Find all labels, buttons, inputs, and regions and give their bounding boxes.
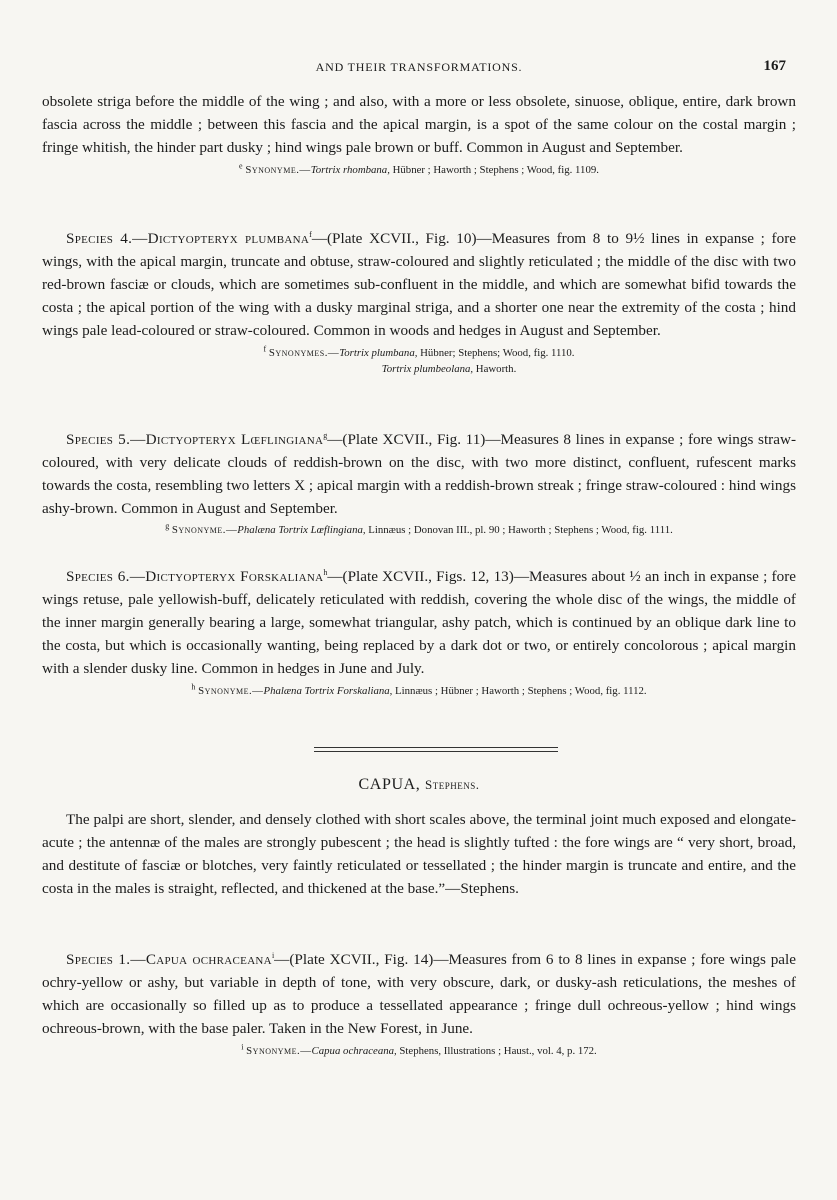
footnote-e: $^e$ Synonyme.—Tortrix rhombana, Hübner ; Haworth ; Stephens ; Wood, fig. 1109. [239, 161, 599, 176]
genus-name: CAPUA, [358, 776, 421, 793]
genus-heading [42, 776, 796, 794]
species-4-block [42, 227, 796, 377]
running-head [42, 58, 796, 78]
genus-author: Stephens. [424, 777, 480, 792]
species-5-heading: Species 5.—Dictyopteryx Lœflingiana [66, 431, 324, 448]
running-head-title: AND THEIR TRANSFORMATIONS. [315, 60, 523, 74]
capua-species-1-paragraph: Species 1.—Capua ochraceana$^i$—(Plate XCVII., Fig. 14)—Measures from 6 to 8 lines in expanse ; fore wings pale ochry-yellow or ashy, but variable in depth of tone, with very obscure, dark, or dusky-ash reticulations, the meshes of which are occasionally so filled up as to produce a tessellated appearance ; fringe dull ochreous-yellow ; hind wings ochreous-brown, with the base paler. Taken in the New Forest, in June. [42, 950, 796, 1037]
species-4-heading: Species 4.—Dictyopteryx plumbana [66, 230, 310, 247]
footnote-i: $^i$ Synonyme.—Capua ochraceana, Stephens, Illustrations ; Haust., vol. 4, p. 172. [241, 1042, 597, 1057]
species-6-block [42, 565, 796, 699]
footnote-g: $^g$ Synonyme.—Phalæna Tortrix Lœflingiana, Linnæus ; Donovan III., pl. 90 ; Haworth ; Stephens ; Wood, fig. 1111. [165, 521, 673, 536]
species-6-heading: Species 6.—Dictyopteryx Forskaliana [66, 568, 324, 585]
continuation-paragraph: obsolete striga before the middle of the wing ; and also, with a more or less obsolete, sinuose, oblique, entire, dark brown fascia across the middle ; between this fascia and the apical margin, is a spot of the same colour on the costal margin ; fringe whitish, the hinder part dusky ; hind wings pale brown or buff. Common in August and September. [42, 93, 796, 156]
species-6-paragraph: Species 6.—Dictyopteryx Forskaliana$^h$—(Plate XCVII., Figs. 12, 13)—Measures about ½ an inch in expanse ; fore wings retuse, pale yellowish-buff, delicately reticulated with reddish, covering the whole disc of the wings, the middle of the inner margin generally bearing a large, somewhat triangular, ashy patch, which is continued by an oblique dark line to the costa, but which is occasionally wanting, being replaced by a dark dot or two, or entirely concolorous ; apical margin with a slender dusky line. Common in hedges in June and July. [42, 567, 796, 677]
page-number: 167 [763, 58, 786, 74]
genus-description: The palpi are short, slender, and densely clothed with short scales above, the terminal joint much exposed and elongate-acute ; the antennæ of the males are strongly pubescent ; the head is slightly tufted : the fore wings are “ very short, broad, and destitute of fasciæ or blotches, very faintly reticulated or tessellated ; the hinder margin is truncate and entire, and the costa in the males is straight, reflected, and thickened at the base.”—Stephens. [42, 811, 796, 897]
species-5-block [42, 428, 796, 538]
section-rule-bottom [314, 751, 558, 752]
genus-description-block [42, 808, 796, 900]
footnote-h: $^h$ Synonyme.—Phalæna Tortrix Forskaliana, Linnæus ; Hübner ; Haworth ; Stephens ; Wood, fig. 1112. [191, 682, 647, 697]
footnote-f: $^f$ Synonymes.—Tortrix plumbana, Hübner; Stephens; Wood, fig. 1110. Tortrix plumbeolana, Haworth. [263, 344, 575, 375]
section-rule-top [314, 747, 558, 748]
continuation-block [42, 90, 796, 178]
capua-species-1-block [42, 948, 796, 1059]
species-4-paragraph: Species 4.—Dictyopteryx plumbana$^f$—(Plate XCVII., Fig. 10)—Measures from 8 to 9½ lines in expanse ; fore wings, with the apical margin, truncate and obtuse, straw-coloured and slightly reticulated ; the middle of the disc with two red-brown fasciæ or clouds, which are sometimes sub-confluent in the middle, and which are somewhat bifid towards the costa ; the apical portion of the wing with a dusky marginal striga, and a shorter one near the extremity of the costa ; hind wings pale lead-coloured or straw-coloured. Common in woods and hedges in August and September. [42, 229, 796, 339]
capua-species-1-heading: Species 1.—Capua ochraceana [66, 951, 272, 968]
species-5-paragraph: Species 5.—Dictyopteryx Lœflingiana$^g$—(Plate XCVII., Fig. 11)—Measures 8 lines in expanse ; fore wings straw-coloured, with very delicate clouds of reddish-brown on the disc, with two more distinct, confluent, rufescent marks towards the costa, resembling two letters X ; apical margin with a reddish-brown streak ; fringe straw-coloured : hind wings ashy-brown. Common in August and September. [42, 430, 796, 517]
